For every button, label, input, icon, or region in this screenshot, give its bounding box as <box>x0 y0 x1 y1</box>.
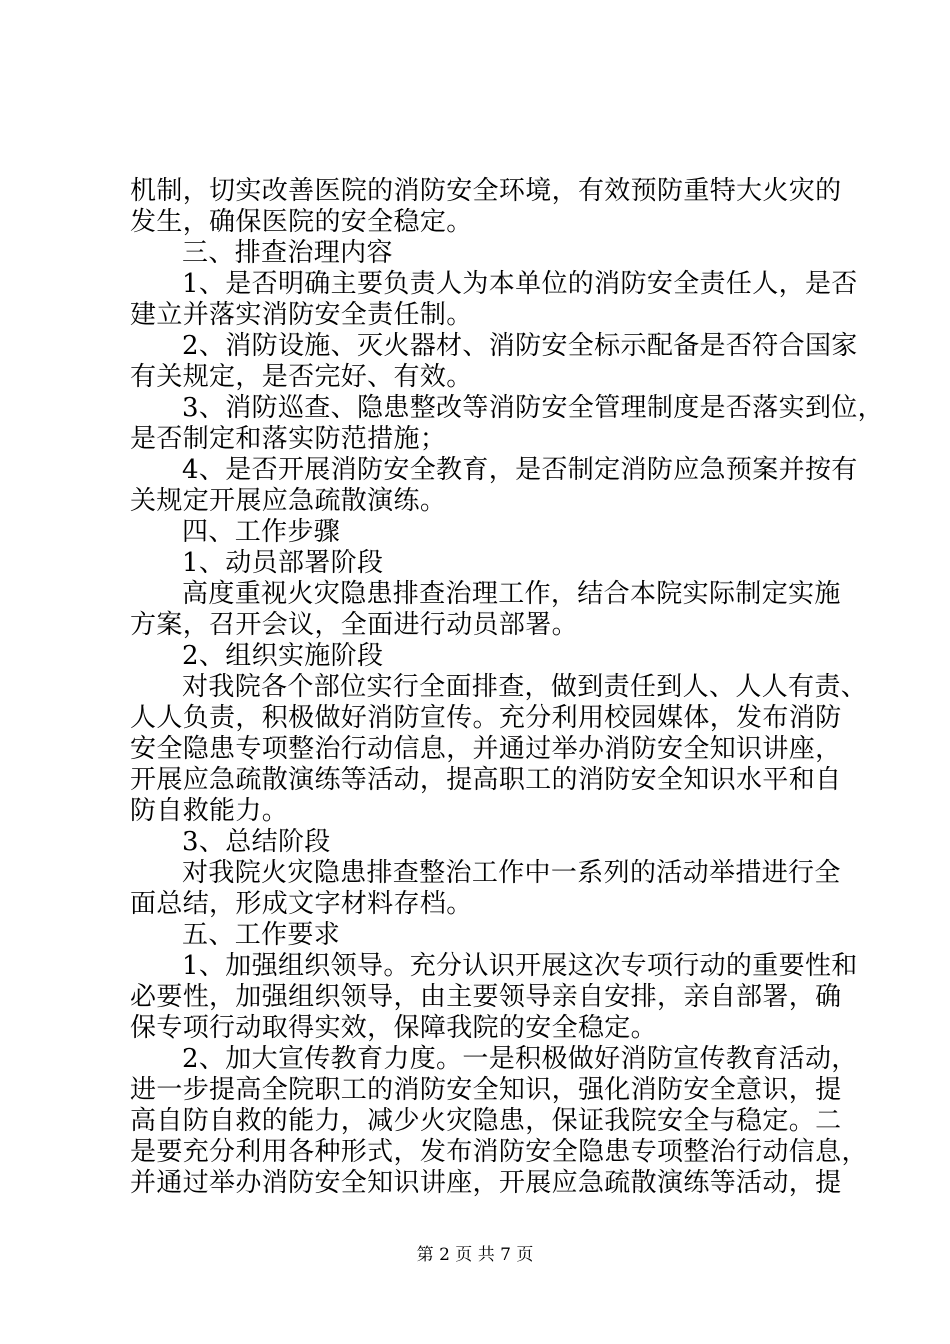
text-line: 关规定开展应急疏散演练。 <box>130 486 447 516</box>
text-line: 1、加强组织领导。充分认识开展这次专项行动的重要性和 <box>182 951 858 981</box>
text-line: 建立并落实消防安全责任制。 <box>130 300 473 330</box>
text-line: 机制，切实改善医院的消防安全环境，有效预防重特大火灾的 <box>130 176 842 206</box>
text-line: 4、是否开展消防安全教育，是否制定消防应急预案并按有 <box>182 455 858 485</box>
text-line: 3、消防巡查、隐患整改等消防安全管理制度是否落实到位， <box>182 393 884 423</box>
text-line: 五、工作要求 <box>182 920 341 950</box>
text-line: 是否制定和落实防范措施； <box>130 424 447 454</box>
text-line: 人人负责，积极做好消防宣传。充分利用校园媒体，发布消防 <box>130 703 842 733</box>
text-line: 方案，召开会议，全面进行动员部署。 <box>130 610 578 640</box>
text-line: 1、是否明确主要负责人为本单位的消防安全责任人，是否 <box>182 269 858 299</box>
text-line: 2、消防设施、灭火器材、消防安全标示配备是否符合国家 <box>182 331 858 361</box>
text-line: 2、组织实施阶段 <box>182 641 384 671</box>
text-line: 1、动员部署阶段 <box>182 548 384 578</box>
text-line: 对我院火灾隐患排查整治工作中一系列的活动举措进行全 <box>182 858 841 888</box>
text-line: 安全隐患专项整治行动信息，并通过举办消防安全知识讲座， <box>130 734 842 764</box>
text-line: 是要充分利用各种形式，发布消防安全隐患专项整治行动信息， <box>130 1137 868 1167</box>
text-line: 三、排查治理内容 <box>182 238 393 268</box>
text-line: 3、总结阶段 <box>182 827 331 857</box>
text-line: 高度重视火灾隐患排查治理工作，结合本院实际制定实施 <box>182 579 841 609</box>
text-line: 高自防自救的能力，减少火灾隐患，保证我院安全与稳定。二 <box>130 1106 842 1136</box>
text-line: 防自救能力。 <box>130 796 289 826</box>
text-line: 发生，确保医院的安全稳定。 <box>130 207 473 237</box>
text-line: 面总结，形成文字材料存档。 <box>130 889 473 919</box>
text-line: 进一步提高全院职工的消防安全知识，强化消防安全意识，提 <box>130 1075 842 1105</box>
text-line: 开展应急疏散演练等活动，提高职工的消防安全知识水平和自 <box>130 765 842 795</box>
text-line: 必要性，加强组织领导，由主要领导亲自安排，亲自部署，确 <box>130 982 842 1012</box>
page-footer: 第 2 页 共 7 页 <box>416 1245 534 1265</box>
text-line: 对我院各个部位实行全面排查，做到责任到人、人人有责、 <box>182 672 868 702</box>
text-line: 四、工作步骤 <box>182 517 341 547</box>
document-body <box>130 176 884 1199</box>
text-line: 保专项行动取得实效，保障我院的安全稳定。 <box>130 1013 658 1043</box>
text-line: 有关规定，是否完好、有效。 <box>130 362 473 392</box>
text-line: 2、加大宣传教育力度。一是积极做好消防宣传教育活动， <box>182 1044 858 1074</box>
text-line: 并通过举办消防安全知识讲座，开展应急疏散演练等活动，提 <box>130 1168 842 1198</box>
